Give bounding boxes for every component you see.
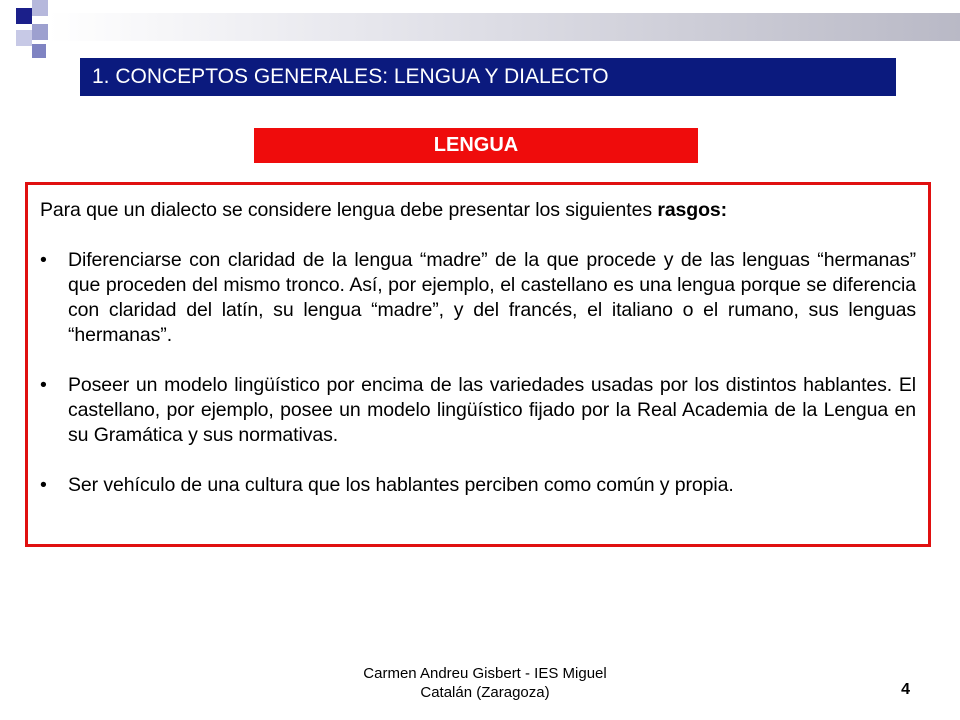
bullet-text: Diferenciarse con claridad de la lengua “madre” de la que procede y de las lenguas “hermanas” que proceden del mismo tronco. Así, por ejemplo, el castellano es una lengua porque se diferencia con claridad del latín, su lengua “madre”, y del francés, el italiano o el rumano, sus lenguas “hermanas”.: [68, 249, 916, 346]
intro-paragraph: [40, 198, 916, 223]
deco-square: [32, 24, 48, 40]
bullet-text: Ser vehículo de una cultura que los hablantes perciben como común y propia.: [68, 474, 734, 496]
deco-square: [16, 8, 32, 24]
deco-square: [32, 44, 46, 58]
list-item: [40, 473, 916, 498]
list-item: [40, 248, 916, 348]
footer-author: [340, 664, 630, 702]
intro-text: Para que un dialecto se considere lengua debe presentar los siguientes: [40, 199, 658, 221]
page-number: 4: [901, 681, 910, 698]
list-item: [40, 373, 916, 448]
bullet-marker: •: [40, 374, 47, 396]
section-label: LENGUA: [254, 128, 698, 163]
bullet-marker: •: [40, 474, 47, 496]
deco-square: [32, 0, 48, 16]
content-box: [25, 182, 931, 547]
bullet-text: Poseer un modelo lingüístico por encima de las variedades usadas por los distintos hablantes. El castellano, por ejemplo, posee un modelo lingüístico fijado por la Real Academia de la Lengua en su Gramática y sus normativas.: [68, 374, 916, 446]
slide-title: 1. CONCEPTOS GENERALES: LENGUA Y DIALECTO: [80, 58, 896, 96]
intro-bold: rasgos:: [657, 199, 728, 221]
bullet-marker: •: [40, 249, 47, 271]
footer-line: Catalán (Zaragoza): [420, 684, 550, 701]
footer-line: Carmen Andreu Gisbert - IES Miguel: [363, 665, 607, 682]
deco-square: [16, 30, 32, 46]
header-gradient-bar: [48, 13, 960, 41]
